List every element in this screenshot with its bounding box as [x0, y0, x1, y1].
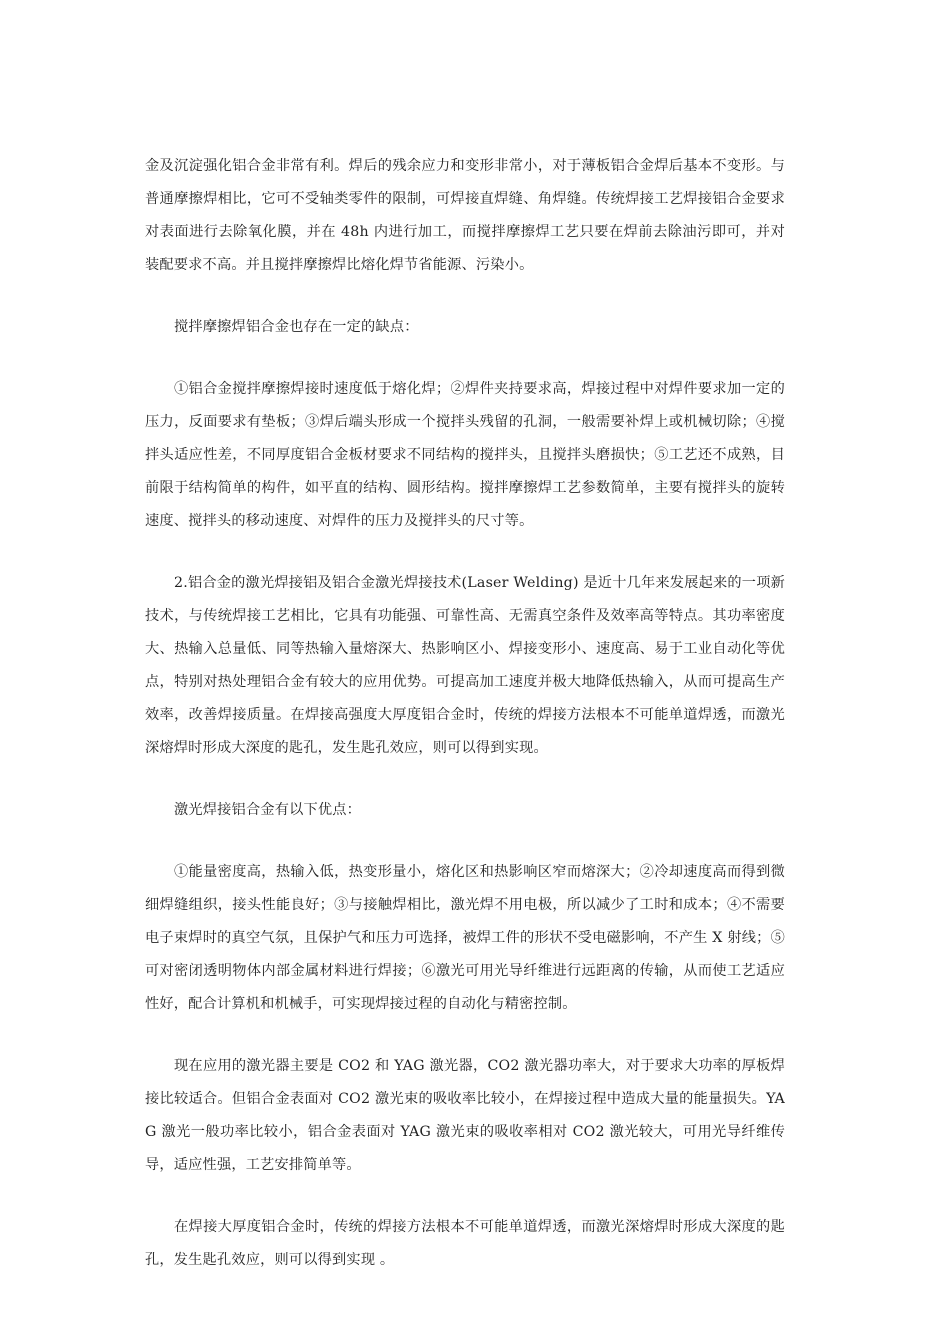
paragraph-laser-welding-intro: 2.铝合金的激光焊接铝及铝合金激光焊接技术(Laser Welding) 是近十几年来发展起来的一项新技术，与传统焊接工艺相比，它具有功能强、可靠性高、无需真空条件及效率高等特点。其功率密度大、热输入总量低、同等热输入量熔深大、热影响区小、焊接变形小、速度高、易于工业自动化等优点，特别对热处理铝合金有较大的应用优势。可提高加工速度并极大地降低热输入，从而可提高生产效率，改善焊接质量。在焊接高强度大厚度铝合金时，传统的焊接方法根本不可能单道焊透，而激光深熔焊时形成大深度的匙孔，发生匙孔效应，则可以得到实现。 — [145, 575, 785, 756]
paragraph-laser-types: 现在应用的激光器主要是 CO2 和 YAG 激光器，CO2 激光器功率大，对于要求大功率的厚板焊接比较适合。但铝合金表面对 CO2 激光束的吸收率比较小，在焊接过程中造成大量的能量损失。YAG 激光一般功率比较小，铝合金表面对 YAG 激光束的吸收率相对 CO2 激光较大，可用光导纤维传导，适应性强，工艺安排简单等。 — [145, 1058, 785, 1173]
paragraph-friction-stir-disadvantages-list: ①铝合金搅拌摩擦焊接时速度低于熔化焊；②焊件夹持要求高，焊接过程中对焊件要求加一定的压力，反面要求有垫板；③焊后端头形成一个搅拌头残留的孔洞，一般需要补焊上或机械切除；④搅拌头适应性差，不同厚度铝合金板材要求不同结构的搅拌头，且搅拌头磨损快；⑤工艺还不成熟，目前限于结构简单的构件，如平直的结构、圆形结构。搅拌摩擦焊工艺参数简单，主要有搅拌头的旋转速度、搅拌头的移动速度、对焊件的压力及搅拌头的尺寸等。 — [145, 381, 785, 529]
document-body — [145, 150, 785, 1306]
paragraph-laser-advantages-list: ①能量密度高，热输入低，热变形量小，熔化区和热影响区窄而熔深大；②冷却速度高而得到微细焊缝组织，接头性能良好；③与接触焊相比，激光焊不用电极，所以减少了工时和成本；④不需要电子束焊时的真空气氛，且保护气和压力可选择，被焊工件的形状不受电磁影响，不产生 X 射线；⑤可对密闭透明物体内部金属材料进行焊接；⑥激光可用光导纤维进行远距离的传输，从而使工艺适应性好，配合计算机和机械手，可实现焊接过程的自动化与精密控制。 — [145, 864, 785, 1012]
paragraph-friction-stir-advantages: 金及沉淀强化铝合金非常有利。焊后的残余应力和变形非常小，对于薄板铝合金焊后基本不变形。与普通摩擦焊相比，它可不受轴类零件的限制，可焊接直焊缝、角焊缝。传统焊接工艺焊接铝合金要求对表面进行去除氧化膜，并在 48h 内进行加工，而搅拌摩擦焊工艺只要在焊前去除油污即可，并对装配要求不高。并且搅拌摩擦焊比熔化焊节省能源、污染小。 — [145, 158, 785, 273]
paragraph-laser-advantages-intro: 激光焊接铝合金有以下优点： — [174, 802, 362, 818]
paragraph-thick-plate-conclusion: 在焊接大厚度铝合金时，传统的焊接方法根本不可能单道焊透，而激光深熔焊时形成大深度的匙孔，发生匙孔效应，则可以得到实现 。 — [145, 1219, 785, 1268]
paragraph-friction-stir-disadvantages-intro: 搅拌摩擦焊铝合金也存在一定的缺点： — [174, 319, 419, 335]
